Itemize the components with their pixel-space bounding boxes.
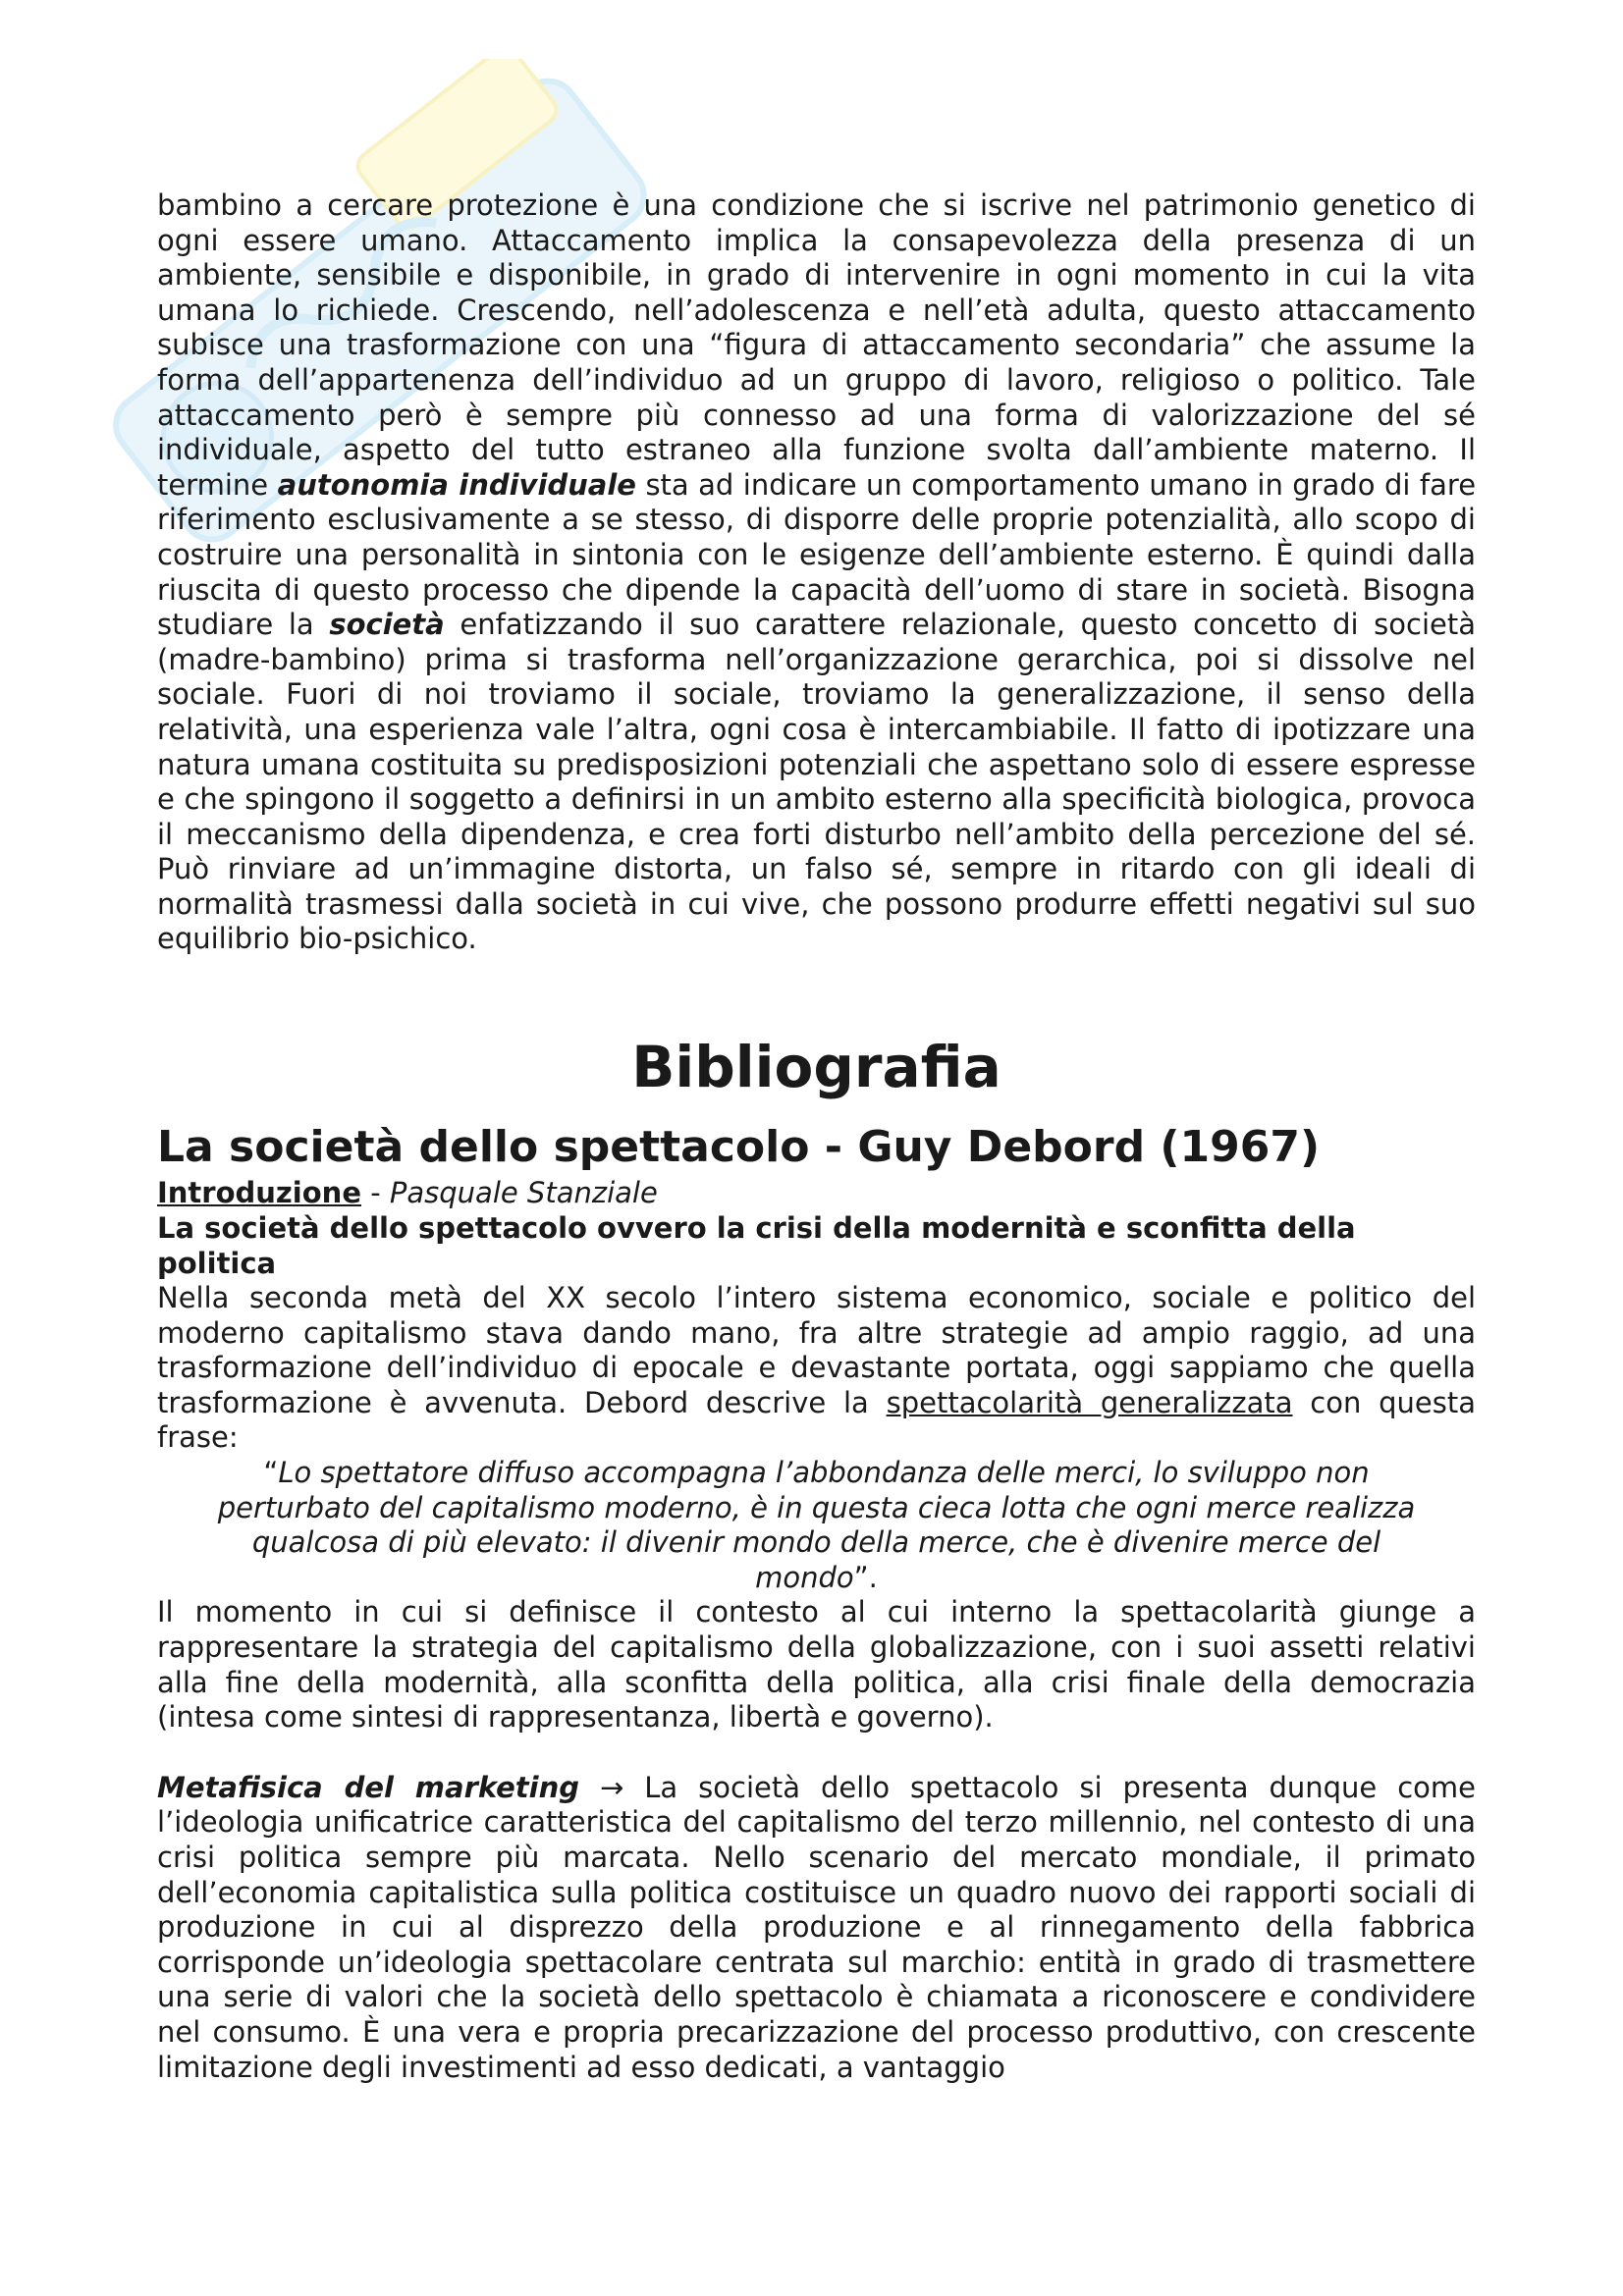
term-societa: società (329, 608, 445, 642)
introduction-line: Introduzione - Pasquale Stanziale (157, 1176, 658, 1210)
paragraph-contesto: Il momento in cui si definisce il contesto al cui interno la spettacolarità giunge a rappresentare la strategia del capitalismo della globalizzazione, con i suoi assetti relativi alla fine della modernità, alla sconfitta della politica, alla crisi finale della democrazia (intesa come sintesi di rappresentanza, libertà e governo). (157, 1595, 1476, 1735)
paragraph-trasformazione: Nella seconda metà del XX secolo l’intero sistema economico, sociale e politico del moderno capitalismo stava dando mano, fra altre strategie ad ampio raggio, ad una trasformazione dell’individuo di epocale e devastante portata, oggi sappiamo che quella trasformazione è avvenuta. Debord descrive la spettacolarità generalizzata con questa frase: (157, 1281, 1477, 1455)
heading-bibliografia: Bibliografia (631, 1034, 1001, 1101)
term-metafisica: Metafisica del marketing (157, 1770, 580, 1804)
term-spettacolarita: spettacolarità generalizzata (886, 1385, 1293, 1419)
arrow-icon: → (599, 1770, 624, 1804)
paragraph-marketing: Metafisica del marketing → La società dello spettacolo si presenta dunque come l’ideologia unificatrice caratteristica del capitalismo del terzo millennio, nel contesto di una crisi politica sempre più marcata. Nello scenario del mercato mondiale, il primato dell’economia capitalistica sulla politica costituisce un quadro nuovo dei rapporti sociali di produzione in cui al disprezzo della produzione e al rinnegamento della fabbrica corrisponde un’ideologia spettacolare centrata sul marchio: entità in grado di trasmettere una serie di valori che la società dello spettacolo è chiamata a riconoscere e condividere nel consumo. È una vera e propria precarizzazione del processo produttivo, con crescente limitazione degli investimenti ad esso dedicati, a vantaggio (157, 1770, 1476, 2084)
document-page (157, 188, 1476, 2085)
paragraph-attaccamento: bambino a cercare protezione è una condizione che si iscrive nel patrimonio genetico di ogni essere umano. Attaccamento implica la consapevolezza della presenza di un ambiente, sensibile e disponibile, in grado di intervenire in ogni momento in cui la vita umana lo richiede. Crescendo, nell’adolescenza e nell’età adulta, questo attaccamento subisce una trasformazione con una “figura di attaccamento secondaria” che assume la forma dell’appartenenza dell’individuo ad un gruppo di lavoro, religioso o politico. Tale attaccamento però è sempre più connesso ad una forma di valorizzazione del sé individuale, aspetto del tutto estraneo alla funzione svolta dall’ambiente materno. Il termine autonomia individuale sta ad indicare un comportamento umano in grado di fare riferimento esclusivamente a se stesso, di disporre delle proprie potenzialità, allo scopo di costruire una personalità in sintonia con le esigenze dell’ambiente esterno. È quindi dalla riuscita di questo processo che dipende la capacità dell’uomo di stare in società. Bisogna studiare la società enfatizzando il suo carattere relazionale, questo concetto di società (madre-bambino) prima si trasforma nell’organizzazione gerarchica, poi si dissolve nel sociale. Fuori di noi troviamo il sociale, troviamo la generalizzazione, il senso della relatività, una esperienza vale l’altra, ogni cosa è intercambiabile. Il fatto di ipotizzare una natura umana costituita su predisposizioni potenziali che aspettano solo di essere espresse e che spingono il soggetto a definirsi in un ambito esterno alla specificità biologica, provoca il meccanismo della dipendenza, e crea forti disturbo nell’ambito della percezione del sé. Può rinviare ad un’immagine distorta, un falso sé, sempre in ritardo con gli ideali di normalità trasmessi dalla società in cui vive, che possono produrre effetti negativi sul suo equilibrio bio-psichico. (157, 188, 1477, 956)
book-title: La società dello spettacolo - Guy Debord (1967) (157, 1122, 1321, 1173)
term-autonomia-individuale: autonomia individuale (277, 467, 636, 502)
section-title: La società dello spettacolo ovvero la crisi della modernità e sconfitta della politica (157, 1211, 1356, 1281)
intro-label: Introduzione (157, 1176, 361, 1210)
intro-author: Pasquale Stanziale (389, 1176, 658, 1210)
debord-quote: “Lo spettatore diffuso accompagna l’abbondanza delle merci, lo sviluppo non perturbato del capitalismo moderno, è in questa cieca lotta che ogni merce realizza qualcosa di più elevato: il divenir mondo della merce, che è divenire merce del mondo”. (217, 1456, 1416, 1594)
